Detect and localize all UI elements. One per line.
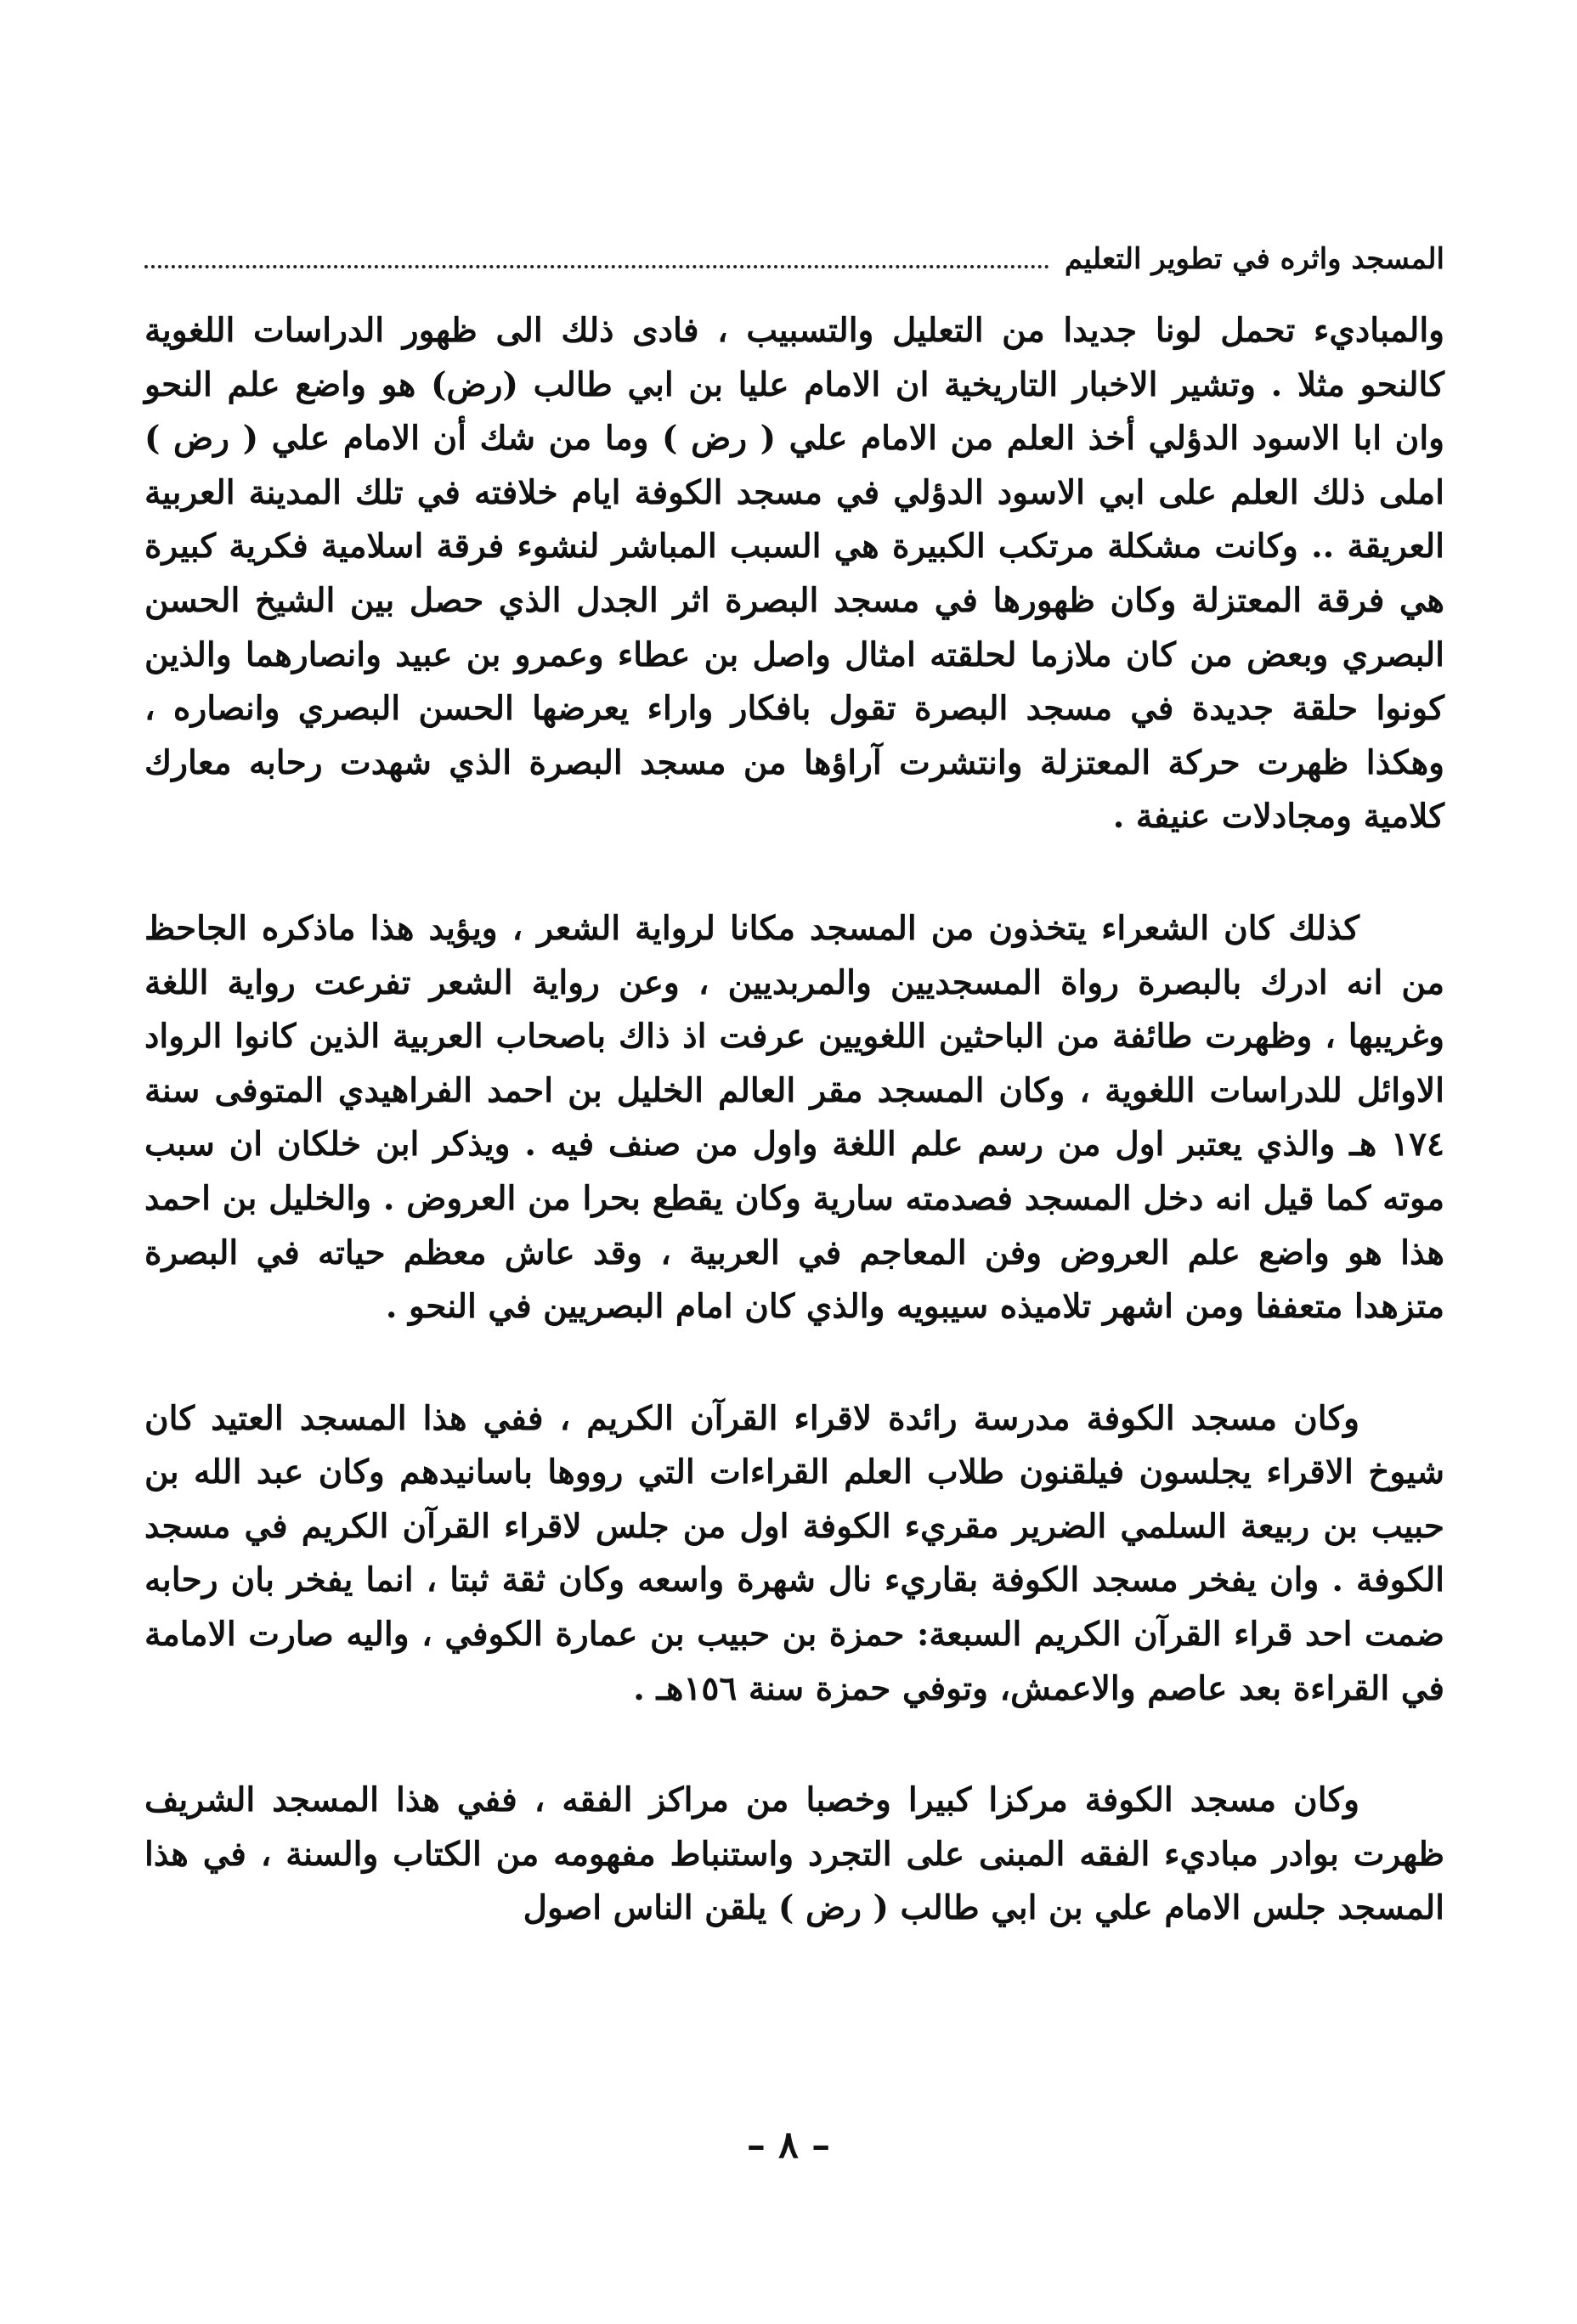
paragraph-gap xyxy=(144,1334,1444,1392)
paragraph: وكان مسجد الكوفة مركزا كبيرا وخصبا من مراكز الفقه ، ففي هذا المسجد الشريف ظهرت بوادر مباديء الفقه المبنى على التجرد واستنباط مفهومه من الكتاب والسنة ، في هذا المسجد جلس الامام علي بن ابي طالب ( رض ) يلقن الناس اصول xyxy=(144,1780,1444,1928)
running-header-title: المسجد واثره في تطوير التعليم xyxy=(1064,242,1444,276)
paragraph: والمباديء تحمل لونا جديدا من التعليل والتسبيب ، فادى ذلك الى ظهور الدراسات اللغوية كالنحو مثلا . وتشير الاخبار التاريخية ان الامام عليا بن ابي طالب (رض) هو واضع علم النحو وان ابا الاسود الدؤلي أخذ العلم من الامام علي ( رض ) وما من شك أن الامام علي ( رض ) املى ذلك العلم على ابي الاسود الدؤلي في مسجد الكوفة ايام خلافته في تلك المدينة العربية العريقة .. وكانت مشكلة مرتكب الكبيرة هي السبب المباشر لنشوء فرقة اسلامية فكرية كبيرة هي فرقة المعتزلة وكان ظهورها في مسجد البصرة اثر الجدل الذي حصل بين الشيخ الحسن البصري وبعض من كان ملازما لحلقته امثال واصل بن عطاء وعمرو بن عبيد وانصارهما والذين كونوا حلقة جديدة في مسجد البصرة تقول بافكار واراء يعرضها الحسن البصري وانصاره ، وهكذا ظهرت حركة المعتزلة وانتشرت آراؤها من مسجد البصرة الذي شهدت رحابه معارك كلامية ومجادلات عنيفة . xyxy=(144,311,1444,837)
header-dotted-rule xyxy=(144,265,1049,268)
page-number: – ٨ – xyxy=(746,2124,831,2167)
running-header xyxy=(144,223,1444,274)
body-text xyxy=(144,304,1444,1936)
paragraph: كذلك كان الشعراء يتخذون من المسجد مكانا لرواية الشعر ، ويؤيد هذا ماذكره الجاحظ من انه ادرك بالبصرة رواة المسجديين والمربديين ، وعن رواية الشعر تفرعت رواية اللغة وغريبها ، وظهرت طائفة من الباحثين اللغويين عرفت اذ ذاك باصحاب العربية الذين كانوا الرواد الاوائل للدراسات اللغوية ، وكان المسجد مقر العالم الخليل بن احمد الفراهيدي المتوفى سنة ١٧٤ هـ والذي يعتبر اول من رسم علم اللغة واول من صنف فيه . ويذكر ابن خلكان ان سبب موته كما قيل انه دخل المسجد فصدمته سارية وكان يقطع بحرا من العروض . والخليل بن احمد هذا هو واضع علم العروض وفن المعاجم في العربية ، وقد عاش معظم حياته في البصرة متزهدا متعففا ومن اشهر تلاميذه سيبويه والذي كان امام البصريين في النحو . xyxy=(144,908,1444,1327)
paragraph-gap xyxy=(144,844,1444,902)
paragraph: وكان مسجد الكوفة مدرسة رائدة لاقراء القرآن الكريم ، ففي هذا المسجد العتيد كان شيوخ الاقراء يجلسون فيلقنون طلاب العلم القراءات التي رووها باسانيدهم وكان عبد الله بن حبيب بن ربيعة السلمي الضرير مقريء الكوفة اول من جلس لاقراء القرآن الكريم في مسجد الكوفة . وان يفخر مسجد الكوفة بقاريء نال شهرة واسعه وكان ثقة ثبتا ، انما يفخر بان رحابه ضمت احد قراء القرآن الكريم السبعة: حمزة بن حبيب بن عمارة الكوفي ، واليه صارت الامامة في القراءة بعد عاصم والاعمش، وتوفي حمزة سنة ١٥٦هـ . xyxy=(144,1398,1444,1708)
paragraph-gap xyxy=(144,1716,1444,1774)
